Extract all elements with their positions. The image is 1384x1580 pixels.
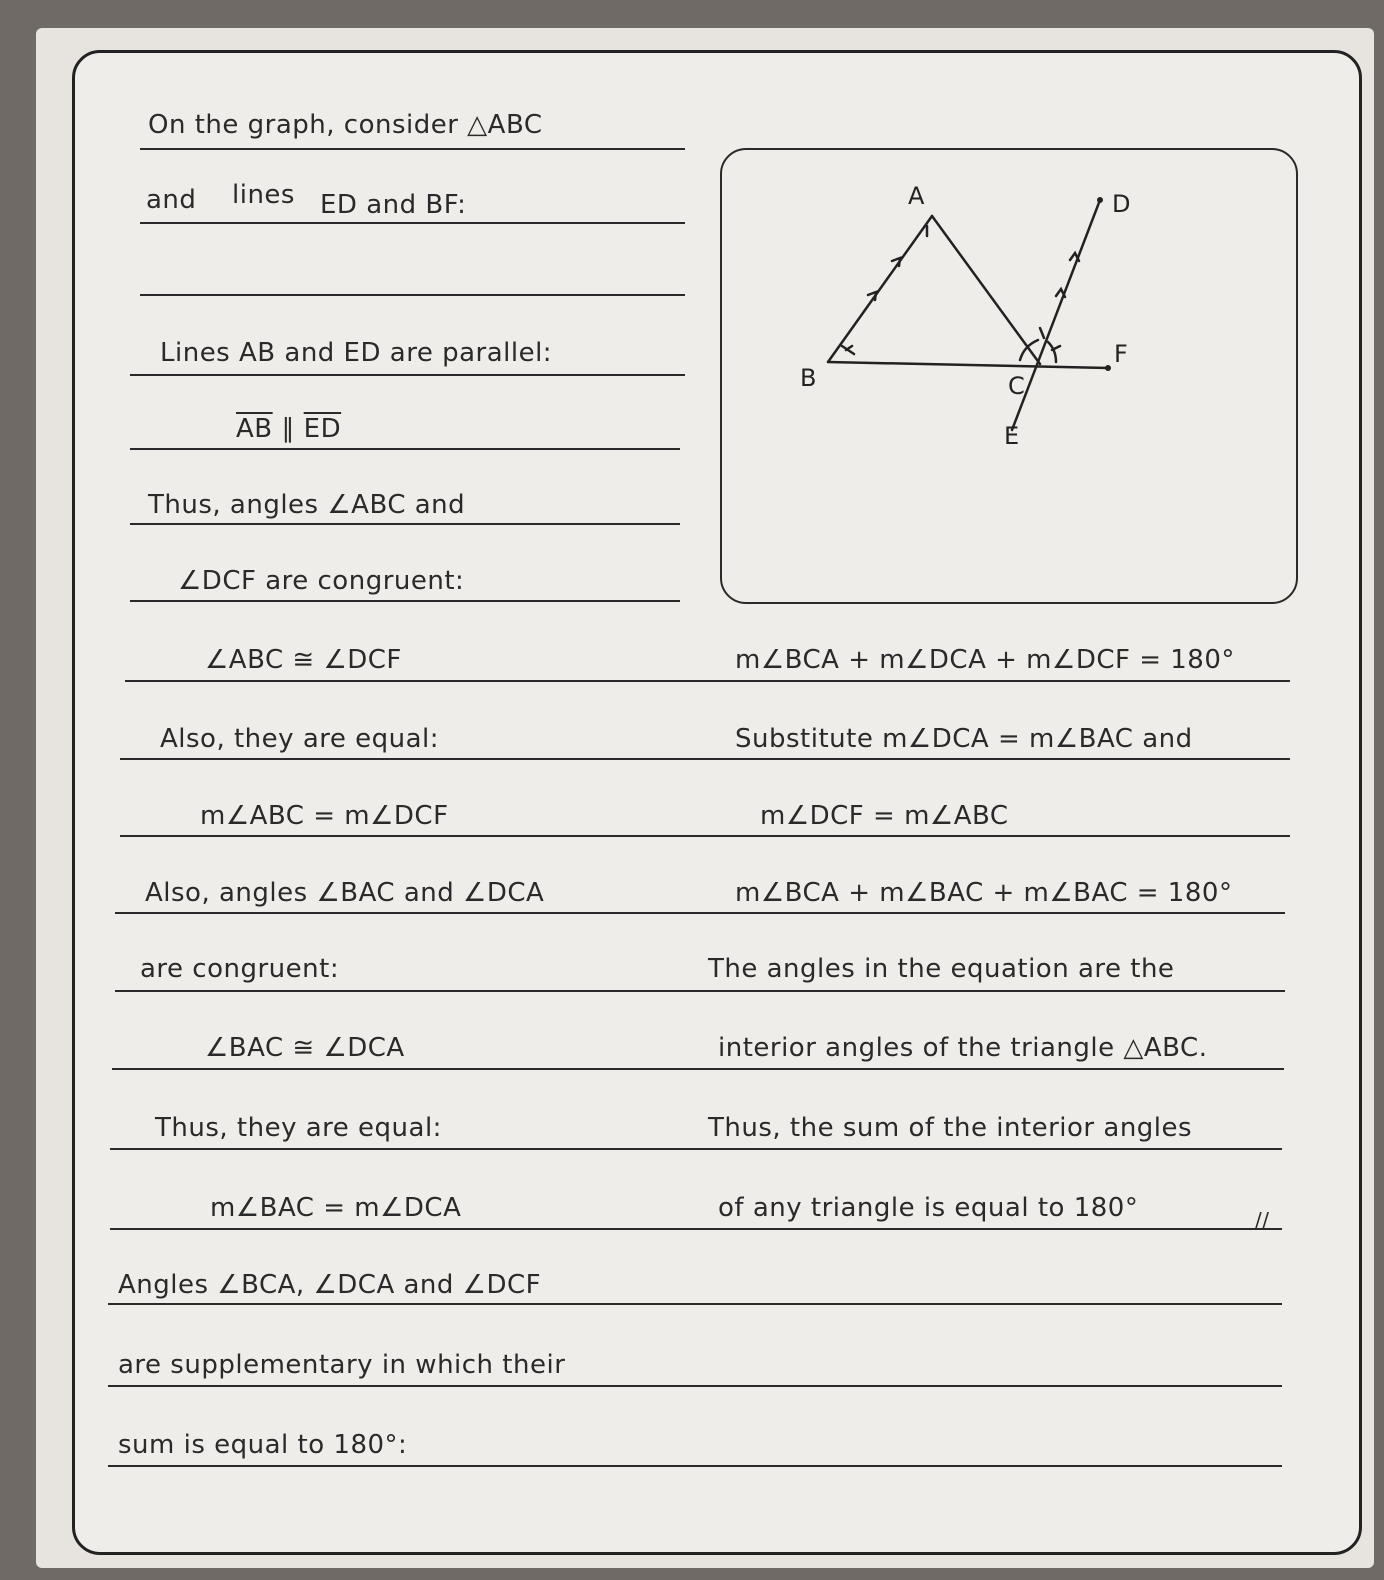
ruled-line [108, 1465, 1282, 1467]
point-f-dot [1105, 365, 1111, 371]
label-e: E [1004, 422, 1020, 450]
diagram-box [720, 148, 1298, 604]
ruled-line [130, 374, 685, 376]
ruled-line [140, 222, 685, 224]
line-bf [828, 362, 1108, 368]
ruled-line [130, 448, 680, 450]
text-of-any-triangle: of any triangle is equal to 180° [718, 1193, 1139, 1223]
parallel-symbol: ∥ [272, 414, 304, 444]
text-lines: lines [232, 180, 295, 210]
text-thus-equal: Thus, they are equal: [155, 1113, 442, 1143]
label-d: D [1112, 190, 1131, 218]
label-b: B [800, 364, 817, 392]
parallel-arrow [1056, 289, 1065, 297]
side-ac [932, 216, 1040, 364]
ruled-line [125, 680, 1290, 682]
ruled-line [130, 600, 680, 602]
parallel-arrow [1070, 253, 1079, 261]
ruled-line [112, 1068, 1284, 1070]
ruled-line [110, 1148, 1282, 1150]
ruled-line [140, 294, 685, 296]
text-congruence-bac-dca: ∠BAC ≅ ∠DCA [205, 1033, 405, 1063]
side-ab [828, 216, 932, 362]
ruled-line [120, 835, 1290, 837]
segment-ab: $\overline{AB}$ [236, 414, 273, 444]
text-congruent: ∠DCF are congruent: [178, 566, 465, 596]
text-also-angles: Also, angles ∠BAC and ∠DCA [145, 878, 545, 908]
ruled-line [108, 1303, 1282, 1305]
ruled-line [108, 1385, 1282, 1387]
end-mark: // [1255, 1208, 1270, 1232]
ruled-line [120, 758, 1290, 760]
line-ed [1012, 200, 1100, 430]
text-lines-parallel: Lines AB and ED are parallel: [160, 338, 553, 368]
ruled-line [140, 148, 685, 150]
segment-ed: $\overline{ED}$ [303, 414, 342, 444]
angle-mark-c [1040, 328, 1044, 338]
text-thus-angles: Thus, angles ∠ABC and [148, 490, 466, 520]
text-substituted-equation: m∠BCA + m∠BAC + m∠BAC = 180° [735, 878, 1233, 908]
text-interior-angles: interior angles of the triangle △ABC. [718, 1033, 1208, 1063]
text-angles-supplementary: Angles ∠BCA, ∠DCA and ∠DCF [118, 1270, 542, 1300]
text-equal-abc-dcf: m∠ABC = m∠DCF [200, 801, 449, 831]
text-parallel-statement [236, 414, 341, 444]
point-d-dot [1097, 197, 1103, 203]
text-consider-triangle: On the graph, consider △ABC [148, 110, 543, 140]
text-sum-180: sum is equal to 180°: [118, 1430, 408, 1460]
label-c: C [1008, 372, 1025, 400]
text-supplementary: are supplementary in which their [118, 1350, 566, 1380]
text-angles-in-equation: The angles in the equation are the [708, 954, 1175, 984]
text-also-equal: Also, they are equal: [160, 724, 440, 754]
text-congruence-abc-dcf: ∠ABC ≅ ∠DCF [205, 645, 402, 675]
ruled-line [115, 912, 1285, 914]
text-equal-bac-dca: m∠BAC = m∠DCA [210, 1193, 462, 1223]
text-substitute-dcf: m∠DCF = m∠ABC [760, 801, 1009, 831]
text-are-congruent: are congruent: [140, 954, 340, 984]
angle-mark-c [1048, 342, 1056, 362]
label-a: A [908, 182, 925, 210]
angle-mark-b [846, 346, 852, 350]
ruled-line [130, 523, 680, 525]
text-thus-sum: Thus, the sum of the interior angles [708, 1113, 1193, 1143]
label-f: F [1114, 340, 1128, 368]
text-substitute: Substitute m∠DCA = m∠BAC and [735, 724, 1193, 754]
text-and: and [146, 185, 197, 215]
ruled-line [115, 990, 1285, 992]
text-sum-equation: m∠BCA + m∠DCA + m∠DCF = 180° [735, 645, 1235, 675]
ruled-line [110, 1228, 1282, 1230]
text-lines-ed-bf: ED and BF: [320, 190, 467, 220]
